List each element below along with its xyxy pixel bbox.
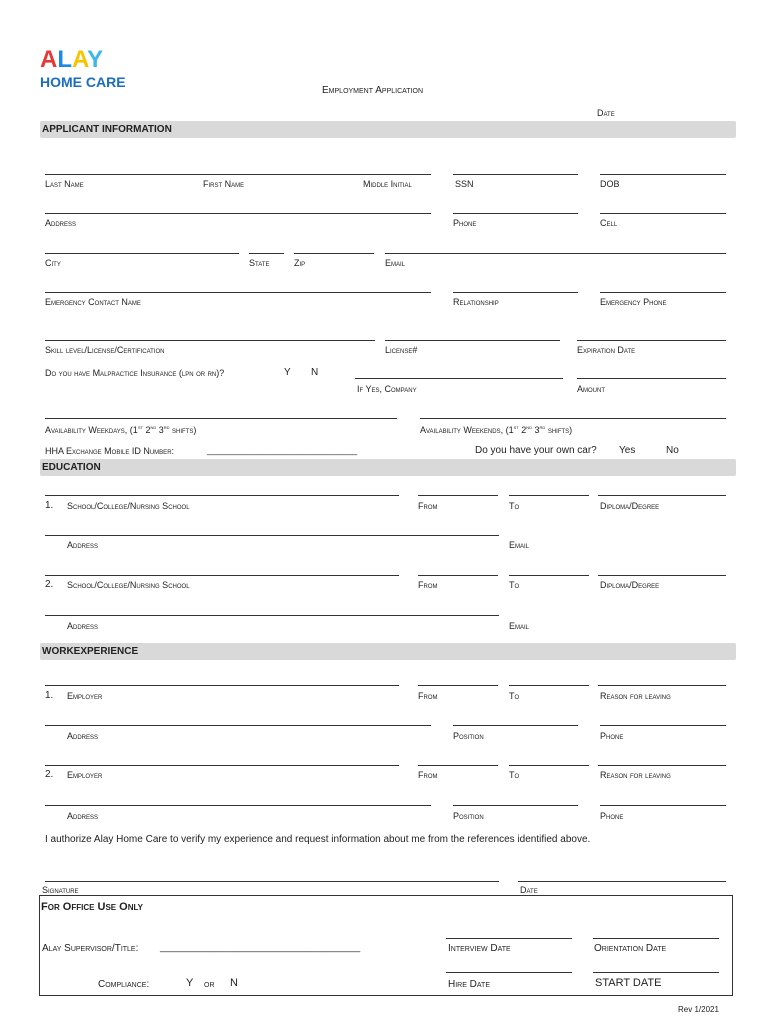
edu-2-school-field[interactable]	[45, 575, 399, 576]
work-1-number: 1.	[45, 690, 54, 701]
supervisor-blank[interactable]: ____________________________________	[160, 942, 361, 953]
authorization-statement: I authorize Alay Home Care to verify my experience and request information about me from the references identified above.	[45, 834, 591, 845]
license-field[interactable]	[385, 340, 560, 341]
work-1-employer-field[interactable]	[45, 685, 399, 686]
start-date-field[interactable]	[593, 972, 719, 973]
work-2-from-field[interactable]	[418, 765, 498, 766]
malpractice-question: Do you have Malpractice Insurance (lpn or rn)?	[45, 368, 225, 378]
revision-label: Rev 1/2021	[678, 1005, 719, 1014]
edu-2-school-label: School/College/Nursing School	[67, 580, 190, 590]
logo	[40, 48, 130, 92]
work-1-from-field[interactable]	[418, 685, 498, 686]
edu-1-from-field[interactable]	[418, 495, 498, 496]
work-1-from-label: From	[418, 691, 438, 701]
signature-date-label: Date	[520, 885, 538, 895]
availability-weekends-label: Availability Weekends, (1st 2nd 3rd shifts)	[420, 425, 573, 435]
malpractice-no[interactable]: N	[311, 367, 319, 378]
city-field[interactable]	[45, 253, 239, 254]
work-1-to-label: To	[509, 691, 520, 701]
work-2-from-label: From	[418, 770, 438, 780]
cell-field[interactable]	[600, 213, 726, 214]
work-2-position-label: Position	[453, 811, 484, 821]
work-1-reason-field[interactable]	[598, 685, 726, 686]
ssn-field[interactable]	[453, 174, 578, 175]
email-label: Email	[385, 258, 406, 268]
work-2-phone-label: Phone	[600, 811, 624, 821]
phone-label: Phone	[453, 218, 477, 228]
orientation-date-label: Orientation Date	[594, 943, 667, 954]
supervisor-label: Alay Supervisor/Title:	[42, 943, 139, 954]
work-2-phone-field[interactable]	[600, 805, 726, 806]
hha-blank[interactable]: ______________________________	[207, 445, 358, 455]
signature-label: Signature	[42, 885, 79, 895]
skill-label: Skill level/License/Certification	[45, 345, 165, 355]
edu-2-degree-label: Diploma/Degree	[600, 580, 660, 590]
city-label: City	[45, 258, 61, 268]
license-label: License#	[385, 345, 418, 355]
compliance-no[interactable]: N	[230, 977, 238, 989]
signature-field[interactable]	[45, 881, 499, 882]
edu-1-to-label: To	[509, 501, 520, 511]
edu-2-from-field[interactable]	[418, 575, 498, 576]
edu-2-number: 2.	[45, 579, 54, 590]
work-1-address-label: Address	[67, 731, 99, 741]
work-2-employer-field[interactable]	[45, 765, 399, 766]
availability-weekdays-field[interactable]	[45, 418, 397, 419]
work-1-phone-label: Phone	[600, 731, 624, 741]
ssn-label: SSN	[455, 179, 474, 189]
logo-letter-a2: A	[72, 46, 88, 73]
edu-1-degree-field[interactable]	[598, 495, 726, 496]
skill-field[interactable]	[45, 340, 375, 341]
company-field[interactable]	[355, 378, 563, 379]
start-date-label: START DATE	[595, 977, 662, 989]
edu-2-from-label: From	[418, 580, 438, 590]
interview-date-label: Interview Date	[448, 943, 511, 954]
emergency-contact-field[interactable]	[45, 292, 431, 293]
relationship-label: Relationship	[453, 297, 499, 307]
work-1-phone-field[interactable]	[600, 725, 726, 726]
work-2-to-label: To	[509, 770, 520, 780]
amount-label: Amount	[577, 384, 605, 394]
dob-field[interactable]	[600, 174, 726, 175]
header-date-label: Date	[597, 108, 615, 118]
availability-weekends-field[interactable]	[420, 418, 726, 419]
own-car-yes[interactable]: Yes	[619, 445, 636, 456]
edu-1-school-field[interactable]	[45, 495, 399, 496]
emergency-contact-label: Emergency Contact Name	[45, 297, 141, 307]
hire-date-field[interactable]	[446, 972, 572, 973]
hha-label: HHA Exchange Mobile ID Number:	[45, 446, 175, 456]
edu-1-address-label: Address	[67, 540, 99, 550]
state-field[interactable]	[249, 253, 284, 254]
signature-date-field[interactable]	[518, 881, 726, 882]
edu-1-address-field[interactable]	[45, 535, 499, 536]
zip-field[interactable]	[294, 253, 374, 254]
availability-weekdays-label: Availability Weekdays, (1st 2nd 3rd shifts)	[45, 425, 197, 435]
work-1-reason-label: Reason for leaving	[600, 691, 671, 701]
work-2-address-label: Address	[67, 811, 99, 821]
amount-field[interactable]	[577, 378, 726, 379]
compliance-yes[interactable]: Y	[186, 977, 194, 989]
first-name-label: First Name	[203, 179, 245, 189]
edu-2-to-field[interactable]	[509, 575, 589, 576]
edu-2-email-label: Email	[509, 621, 530, 631]
relationship-field[interactable]	[453, 292, 578, 293]
dob-label: DOB	[600, 179, 620, 189]
edu-2-address-field[interactable]	[45, 615, 499, 616]
page-title: Employment Application	[322, 85, 424, 96]
work-2-to-field[interactable]	[509, 765, 589, 766]
address-label: Address	[45, 218, 77, 228]
edu-1-email-label: Email	[509, 540, 530, 550]
own-car-question: Do you have your own car?	[475, 445, 597, 456]
last-name-label: Last Name	[45, 179, 84, 189]
zip-label: Zip	[294, 258, 306, 268]
emergency-phone-label: Emergency Phone	[600, 297, 667, 307]
logo-letter-y: Y	[87, 46, 104, 73]
work-2-reason-field[interactable]	[598, 765, 726, 766]
cell-label: Cell	[600, 218, 618, 228]
state-label: State	[249, 258, 270, 268]
edu-1-from-label: From	[418, 501, 438, 511]
last-first-middle-field[interactable]	[45, 174, 431, 175]
compliance-label: Compliance:	[98, 979, 150, 990]
emergency-phone-field[interactable]	[600, 292, 726, 293]
work-2-number: 2.	[45, 769, 54, 780]
logo-subtitle: HOME CARE	[40, 74, 126, 90]
edu-1-degree-label: Diploma/Degree	[600, 501, 660, 511]
edu-2-to-label: To	[509, 580, 520, 590]
malpractice-yes[interactable]: Y	[284, 367, 291, 378]
work-1-employer-label: Employer	[67, 691, 103, 701]
edu-1-school-label: School/College/Nursing School	[67, 501, 190, 511]
work-1-address-field[interactable]	[45, 725, 431, 726]
logo-letter-l: L	[57, 46, 73, 73]
compliance-or: or	[204, 979, 215, 990]
address-field[interactable]	[45, 213, 431, 214]
phone-field[interactable]	[453, 213, 578, 214]
interview-date-field[interactable]	[446, 938, 572, 939]
own-car-no[interactable]: No	[666, 445, 679, 456]
applicant-section-header: APPLICANT INFORMATION	[40, 121, 736, 138]
edu-1-to-field[interactable]	[509, 495, 589, 496]
work-2-address-field[interactable]	[45, 805, 431, 806]
orientation-date-field[interactable]	[593, 938, 719, 939]
logo-letter-a1: A	[40, 46, 58, 73]
expiration-field[interactable]	[577, 340, 726, 341]
education-section-header: EDUCATION	[40, 459, 736, 476]
edu-1-number: 1.	[45, 500, 54, 511]
hire-date-label: Hire Date	[448, 979, 490, 990]
if-yes-company-label: If Yes, Company	[357, 384, 417, 394]
edu-2-address-label: Address	[67, 621, 99, 631]
middle-initial-label: Middle Initial	[363, 179, 412, 189]
office-use-title: For Office Use Only	[41, 901, 143, 913]
work-1-to-field[interactable]	[509, 685, 589, 686]
edu-2-degree-field[interactable]	[598, 575, 726, 576]
work-2-position-field[interactable]	[453, 805, 578, 806]
expiration-label: Expiration Date	[577, 345, 636, 355]
work-1-position-label: Position	[453, 731, 484, 741]
email-field[interactable]	[385, 253, 726, 254]
work-2-reason-label: Reason for leaving	[600, 770, 671, 780]
work-1-position-field[interactable]	[453, 725, 578, 726]
work-2-employer-label: Employer	[67, 770, 103, 780]
work-section-header: WORKEXPERIENCE	[40, 643, 736, 660]
